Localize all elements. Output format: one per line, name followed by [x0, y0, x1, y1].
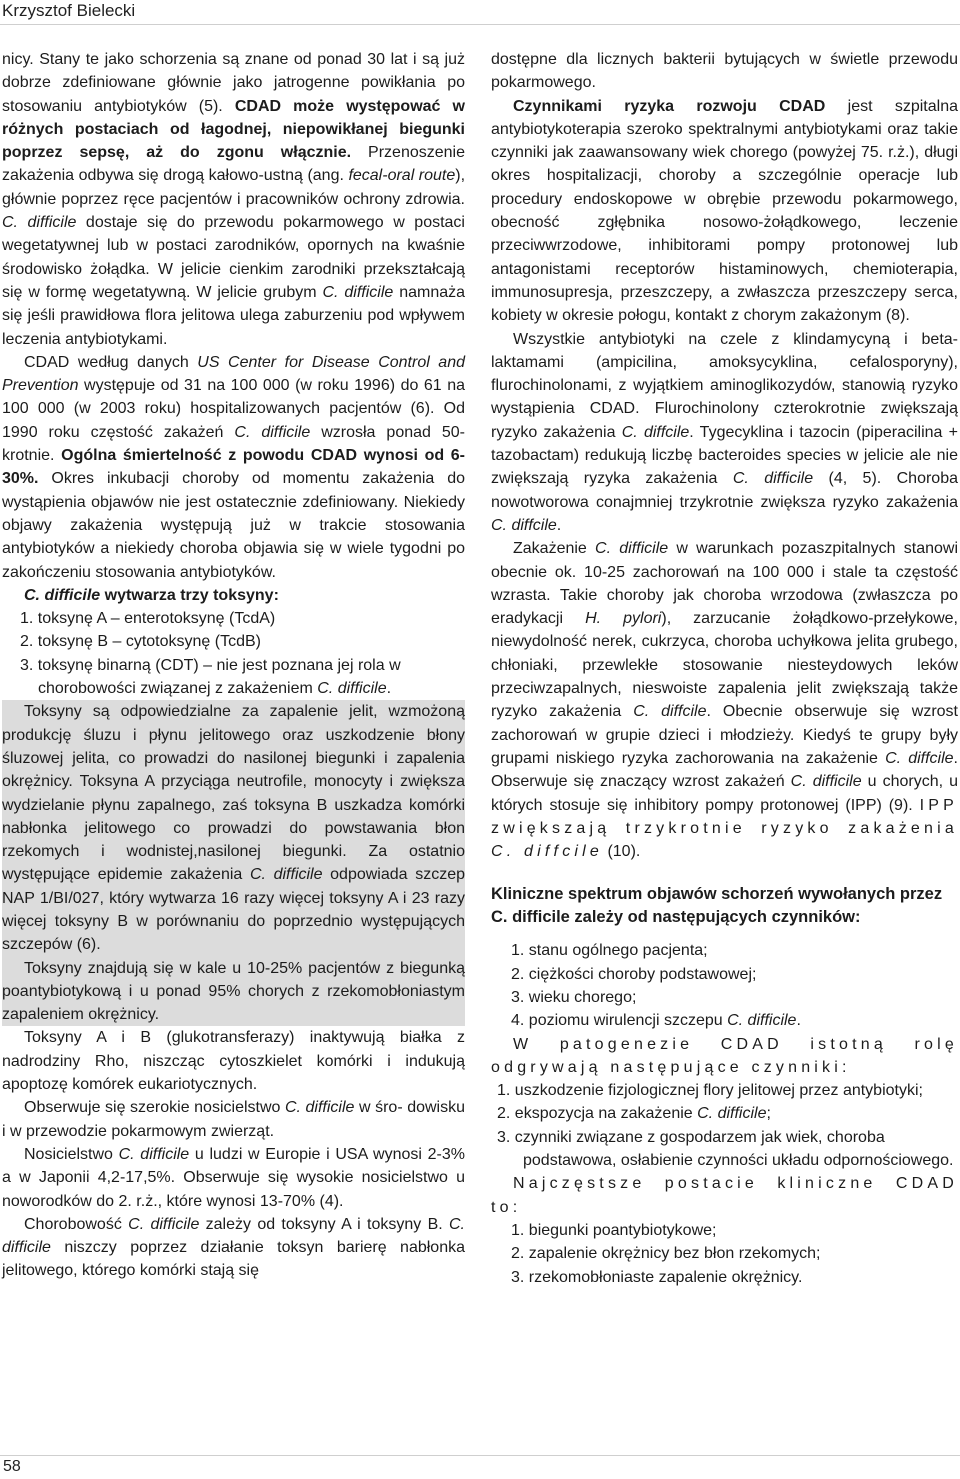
text-run: ), zarzucanie żołądkowo-przełykowe, niewydolność nerek, cukrzyca, choroba uchyłkowa jelita grubego, chłoniaki, przewlekłe stosowanie niesteydowych leków przeciwzapalnych, nieswoiste zapalenia jelit zwiększają także ryzyko zakażenia	[491, 610, 958, 721]
text-run: Czynnikami ryzyka rozwoju CDAD	[513, 97, 826, 115]
text-run: 2. ciężkości choroby podstawowej;	[511, 965, 757, 983]
text-run: H. pylori	[585, 610, 662, 628]
text-run: C. difficile	[234, 423, 311, 441]
text-run: Chorobowość	[24, 1215, 129, 1233]
page-number: 58	[3, 1458, 21, 1475]
text-run: w warunkach pozaszpitalnych stanowi obecnie ok. 10-25 zachorowań na 100 000 i stale ta częstość wzrasta. Takie choroby jak choroba wrzodowa (zwłaszcza po eradykacji	[491, 540, 959, 628]
text-run: Najczęstsze postacie kliniczne CDAD to:	[491, 1175, 958, 1216]
text-run: C. difficile	[284, 1099, 355, 1117]
clinical-forms-list	[491, 1219, 958, 1289]
text-run: 3. rzekomobłoniaste zapalenie okrężnicy.	[511, 1268, 803, 1286]
text-run: (4, 5). Choroba nowotworowa conajmniej trzykrotnie zwiększa ryzyko zakażenia	[491, 470, 958, 511]
list-item	[2, 630, 465, 653]
text-run: 2. ekspozycja na zakażenie	[497, 1105, 698, 1123]
text-run: nicy. Stany te jako schorzenia są znane od ponad 30 lat i są już dobrze zdefiniowane głównie jako jatrogenne powikłania po stosowaniu antybiotyków (5).	[2, 51, 465, 115]
left-column	[2, 48, 465, 1283]
list-item	[491, 1266, 958, 1289]
list-item	[491, 986, 958, 1009]
paragraph	[491, 537, 958, 863]
list-item	[491, 939, 958, 962]
paragraph-highlighted	[2, 957, 465, 1027]
text-run: C. diffcile	[491, 516, 557, 534]
text-run: . Tygecyklina i tazocin (piperacilina + tazobactam) redukują liczbę bacteroides species w jelicie ale nie zwiększają ryzyka zakażenia	[491, 423, 958, 488]
list-item	[491, 1102, 958, 1125]
pathogenesis-list	[491, 1079, 958, 1172]
text-run: IPP zwiększają trzykrotnie ryzyko zakażenia	[491, 796, 958, 837]
page-header	[0, 0, 960, 25]
spectrum-list	[491, 939, 958, 1032]
text-run: .	[556, 516, 562, 534]
paragraph	[2, 1096, 465, 1143]
text-run: 3. czynniki związane z gospodarzem jak wiek, choroba podstawowa, osłabienie czynności układu odpornościowego.	[497, 1128, 954, 1170]
text-run: Obserwuje się szerokie nosicielstwo	[24, 1099, 285, 1117]
text-run: Toksyny znajdują się w kale u 10-25% pacjentów z biegunką poantybiotykową i u ponad 95% chorych z rzekomobłoniastym zapaleniem okrężnicy.	[2, 959, 465, 1024]
list-item	[491, 1009, 958, 1032]
text-run: dostaje się do przewodu pokarmowego w postaci wegetatywnej lub w postaci zarodników, opornych na kwaśnie środowisko żołądka. W jelicie cienkim zarodniki przekształcają się w formę wegetatywną. W jelicie grubym	[2, 214, 465, 301]
text-run: Toksyny są odpowiedzialne za zapalenie jelit, wzmożoną produkcję śluzu i płynu jelitowego oraz uszkodzenie błony śluzowej jelita, co prowadzi do nasilonej biegunki i zapalenia okrężnicy. Toksyna A przyciąga neutrofile, monocyty i zwiększa wydzielanie płynu zapalnego, zaś toksyna B uszkadza komórki nabłonka jelitowego co prowadzi do powstawania błon rzekomych i wodnistej,nasilonej biegunki. Za ostatnio występujące epidemie zakażenia	[2, 703, 465, 884]
footer-rule	[0, 1455, 960, 1456]
pathogenesis-intro	[491, 1033, 958, 1080]
text-run: CDAD według danych	[24, 353, 198, 371]
author-name: Krzysztof Bielecki	[2, 1, 136, 20]
text-run: dostępne dla licznych bakterii bytujących w świetle przewodu pokarmowego.	[491, 51, 958, 92]
text-run: C. difficile	[128, 1215, 200, 1233]
text-run: C. difficile	[727, 1012, 797, 1030]
text-run: C. diffcile	[491, 843, 603, 861]
list-item	[2, 654, 465, 701]
text-run: C. difficile	[322, 283, 394, 301]
text-run: 3. wieku chorego;	[511, 988, 637, 1006]
list-item	[491, 1126, 958, 1173]
text-run: . Obecnie obserwuje się wzrost zachorowań w grupie dzieci i młodzieży. Kiedyś te grupy były grupami niskiego ryzyka zachorowania na zakażenie	[491, 703, 958, 767]
text-run: występuje od 31 na 100 000 (w roku 1996) do 61 na 100 000 (w 2003 roku) hospitalizowanych pacjentów (6). Od 1990 roku częstość zakażeń	[2, 377, 465, 441]
text-run: C. diffcile	[885, 749, 954, 767]
text-run: C. difficile	[732, 470, 814, 488]
text-run: 1. biegunki poantybiotykowe;	[511, 1221, 717, 1239]
text-run: 2. toksynę B – cytotoksynę (TcdB)	[20, 633, 261, 651]
text-run: C. difficile	[790, 773, 862, 791]
text-run: u ludzi w Europie i USA wynosi 2-3% a w Japonii 4,2-17,5%. Obserwuje się wysokie nosicielstwo u noworodków do 2. r.ż., które wynosi 13-70% (4).	[2, 1145, 466, 1210]
paragraph	[491, 48, 958, 95]
text-run: US Center for Disease Control and Prevention	[2, 353, 466, 395]
text-run: C. difficile	[249, 866, 323, 884]
text-run: 4. poziomu wirulencji szczepu	[511, 1012, 728, 1030]
text-run: C. difficile	[317, 680, 387, 698]
text-run: wzrosła ponad 50-krotnie.	[2, 423, 465, 465]
list-item	[491, 1219, 958, 1242]
text-run: u chorych, u których stosuje się inhibitory pompy protonowej (IPP) (9).	[491, 773, 958, 814]
text-run: ;	[766, 1105, 771, 1123]
text-run: w śro- dowisku i w przewodzie pokarmowym zwierząt.	[2, 1099, 466, 1140]
text-run: C. difficile	[118, 1145, 190, 1163]
text-run: 1. stanu ogólnego pacjenta;	[511, 942, 708, 960]
paragraph	[2, 1143, 465, 1213]
paragraph	[2, 1213, 465, 1283]
text-run: CDAD może występować w różnych postaciach od łagodnej, niepowikłanej biegunki poprzez sepsę, aż do zgonu włącznie.	[2, 97, 466, 162]
text-run: Wszystkie antybiotyki na czele z klindamycyną i beta-laktamami (ampicilina, amoksycyklina, cefalosporyny), flurochinolonami, z wyjątkiem aminoglikozydów, stanowią ryzyko wystąpienia CDAD. Flurochinolony czterokrotnie zwiększają ryzyko zakażenia	[491, 330, 958, 441]
paragraph	[2, 351, 465, 584]
text-run: Nosicielstwo	[24, 1145, 119, 1163]
text-run: 2. zapalenie okrężnicy bez błon rzekomych;	[511, 1245, 821, 1263]
list-item	[491, 1079, 958, 1102]
text-run: (10).	[603, 843, 641, 861]
text-run: 1. toksynę A – enterotoksynę (TcdA)	[20, 610, 276, 628]
paragraph	[491, 328, 958, 538]
text-run: .	[386, 680, 392, 698]
text-run: odpowiada szczep NAP 1/BI/027, który wytwarza 16 razy więcej toksyny A i 23 razy więcej toksyny B w porównaniu do poprzednio występujących szczepów (6).	[2, 866, 465, 954]
paragraph	[2, 48, 465, 351]
text-run: . Obserwuje się znaczący wzrost zakażeń	[491, 749, 958, 791]
list-item	[491, 963, 958, 986]
toxins-list	[2, 607, 465, 700]
text-run: Zakażenie	[513, 540, 596, 558]
text-run: namnaża się jeśli prawidłowa flora jelitowa ulega zaburzeniu pod wpływem leczenia antybiotykami.	[2, 283, 466, 348]
text-run: C. difficile	[697, 1105, 767, 1123]
text-run: zależy od toksyny A i toksyny B.	[199, 1215, 449, 1233]
clinical-forms-intro	[491, 1172, 958, 1219]
text-run: C. difficile	[24, 586, 101, 604]
text-run: W patogenezie CDAD istotną rolę odgrywają następujące czynniki:	[491, 1035, 958, 1076]
text-run: C. difficile	[2, 214, 77, 232]
text-run: jest szpitalna antybiotykoterapia szeroko spektralnymi antybiotykami oraz takie czynniki jak zaawansowany wiek chorego (powyżej 75. r.ż.), długi okres hospitalizacji, choroby a szczególnie operacje lub procedury endoskopowe w obrębie przewodu pokarmowego, obecność zgłębnika nosowo-żołądkowego, leczenie przeciwwrzodowe, inhibitorami pompy protonowej lub antagonistami receptorów histaminowych, chemioterapia, immunosupresja, przeszczepy, a zwłaszcza przeszczepy serca, kobiety w okresie połogu, kontakt z chorym zakażonym (8).	[491, 97, 958, 325]
text-run: Okres inkubacji choroby od momentu zakażenia do wystąpienia objawów nie jest ostatecznie zdefiniowany. Niekiedy objawy zakażenia występują już w trakcie stosowania antybiotyków a niekiedy choroba objawia się w wiele tygodni po zakończeniu stosowania antybiotyków.	[2, 470, 465, 581]
text-run: Ogólna śmiertelność z powodu CDAD wynosi od 6-30%.	[2, 447, 465, 488]
text-run: Toksyny A i B (glukotransferazy) inaktywują białka z nadrodziny Rho, niszcząc cytoszkielet komórki i indukują apoptozę komórek eukariotycznych.	[2, 1029, 465, 1094]
text-run: Przenoszenie zakażenia odbywa się drogą kałowo-ustną (ang.	[2, 144, 465, 185]
text-run: fecal-oral route	[348, 167, 456, 185]
text-run: 1. uszkodzenie fizjologicznej flory jelitowej przez antybiotyki;	[497, 1082, 923, 1100]
text-run: C. difficile	[2, 1215, 465, 1257]
text-run: ), głównie poprzez ręce pacjentów i pracowników ochrony zdrowia.	[2, 167, 466, 208]
paragraph	[2, 1026, 465, 1096]
text-run: C. diffcile	[621, 423, 690, 441]
text-run: 3. toksynę binarną (CDT) – nie jest poznana jej rola w chorobowości związanej z zakażeniem	[20, 656, 401, 698]
text-run: niszczy poprzez działanie toksyn barierę nabłonka jelitowego, którego komórki stają się	[2, 1239, 465, 1280]
list-item	[491, 1242, 958, 1265]
text-run: wytwarza trzy toksyny:	[100, 586, 279, 604]
section-title: Kliniczne spektrum objawów schorzeń wywołanych przez C. difficile zależy od następujących czynników:	[491, 885, 943, 927]
paragraph-highlighted	[2, 700, 465, 956]
list-item	[2, 607, 465, 630]
right-column	[491, 48, 958, 1289]
toxins-heading	[2, 584, 465, 607]
text-run: C. diffcile	[633, 703, 707, 721]
text-run: .	[796, 1012, 801, 1030]
paragraph	[491, 95, 958, 328]
text-run: C. difficile	[595, 540, 669, 558]
